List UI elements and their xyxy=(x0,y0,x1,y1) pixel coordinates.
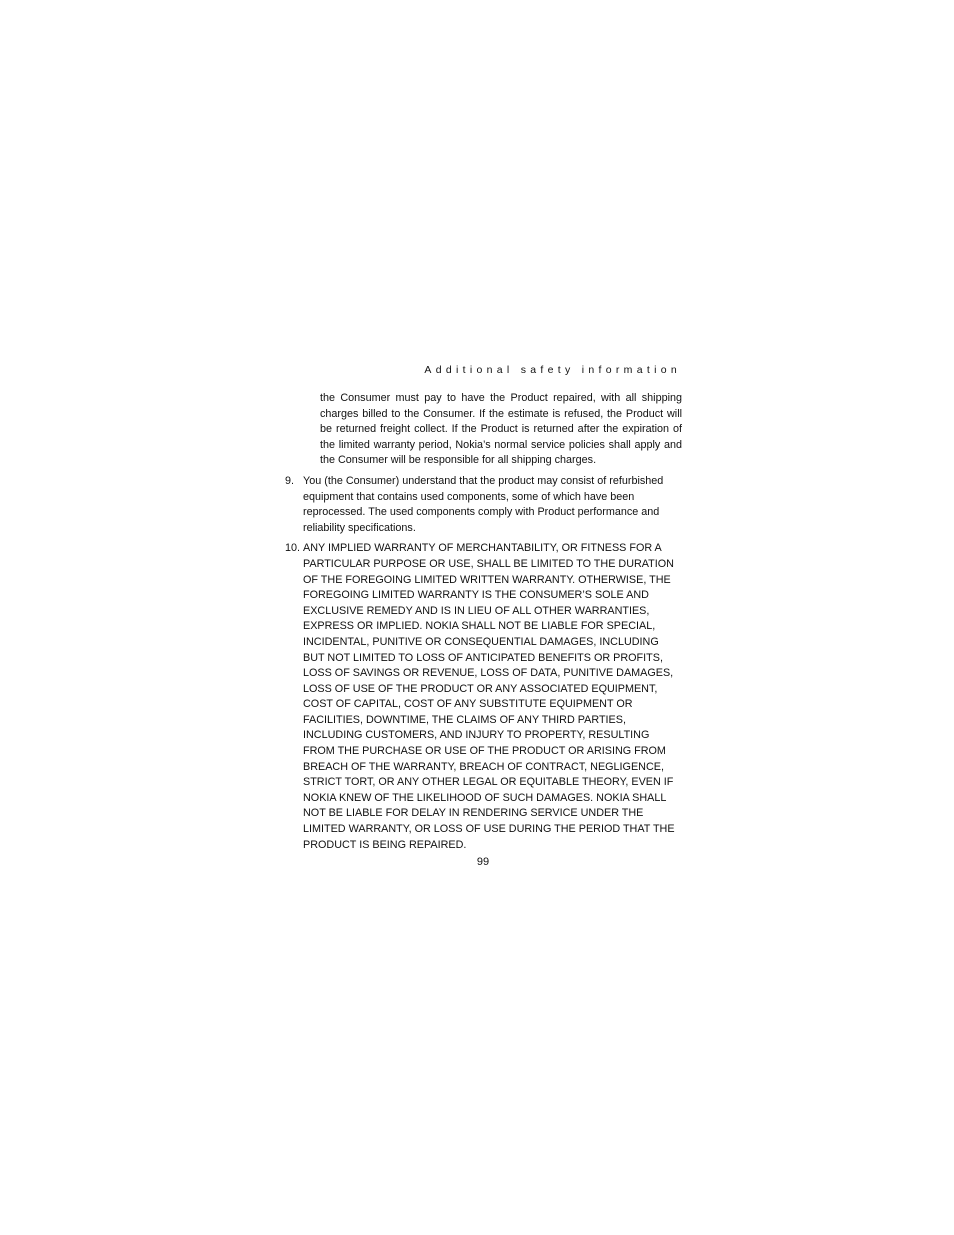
list-item-number: 9. xyxy=(285,474,295,487)
list-item-text: ANY IMPLIED WARRANTY OF MERCHANTABILITY, OR FITNESS FOR A PARTICULAR PURPOSE OR USE, SHALL BE LIMITED TO THE DURATION OF THE FOREGOING LIMITED WRITTEN WARRANTY. OTHERWISE, THE FOREGOING LIMITED WARRANTY IS THE CONSUMER’S SOLE AND EXCLUSIVE REMEDY AND IS IN LIEU OF ALL OTHER WARRANTIES, EXPRESS OR IMPLIED. NOKIA SHALL NOT BE LIABLE FOR SPECIAL, INCIDENTAL, PUNITIVE OR CONSEQUENTIAL DAMAGES, INCLUDING BUT NOT LIMITED TO LOSS OF ANTICIPATED BENEFITS OR PROFITS, LOSS OF SAVINGS OR REVENUE, LOSS OF DATA, PUNITIVE DAMAGES, LOSS OF USE OF THE PRODUCT OR ANY ASSOCIATED EQUIPMENT, COST OF CAPITAL, COST OF ANY SUBSTITUTE EQUIPMENT OR FACILITIES, DOWNTIME, THE CLAIMS OF ANY THIRD PARTIES, INCLUDING CUSTOMERS, AND INJURY TO PROPERTY, RESULTING FROM THE PURCHASE OR USE OF THE PRODUCT OR ARISING FROM BREACH OF THE WARRANTY, BREACH OF CONTRACT, NEGLIGENCE, STRICT TORT, OR ANY OTHER LEGAL OR EQUITABLE THEORY, EVEN IF NOKIA KNEW OF THE LIKELIHOOD OF SUCH DAMAGES. NOKIA SHALL NOT BE LIABLE FOR DELAY IN RENDERING SERVICE UNDER THE LIMITED WARRANTY, OR LOSS OF USE DURING THE PERIOD THAT THE PRODUCT IS BEING REPAIRED. xyxy=(303,542,675,851)
list-item-9 xyxy=(285,474,682,536)
list-item-text: You (the Consumer) understand that the product may consist of refurbished equipment that contains used components, some of which have been reprocessed. The used components comply with Product performance and reliability specifications. xyxy=(303,474,664,534)
list-item-number: 10. xyxy=(285,542,301,555)
page-number: 99 xyxy=(476,856,490,868)
running-header: Additional safety information xyxy=(424,364,681,376)
list-item-10 xyxy=(285,541,682,853)
continuation-paragraph: the Consumer must pay to have the Product repaired, with all shipping charges billed to the Consumer. If the estimate is refused, the Product will be returned freight collect. If the Product is returned after the expiration of the limited warranty period, Nokia’s normal service policies shall apply and the Consumer will be responsible for all shipping charges. xyxy=(320,392,682,467)
page-body xyxy=(285,391,682,858)
